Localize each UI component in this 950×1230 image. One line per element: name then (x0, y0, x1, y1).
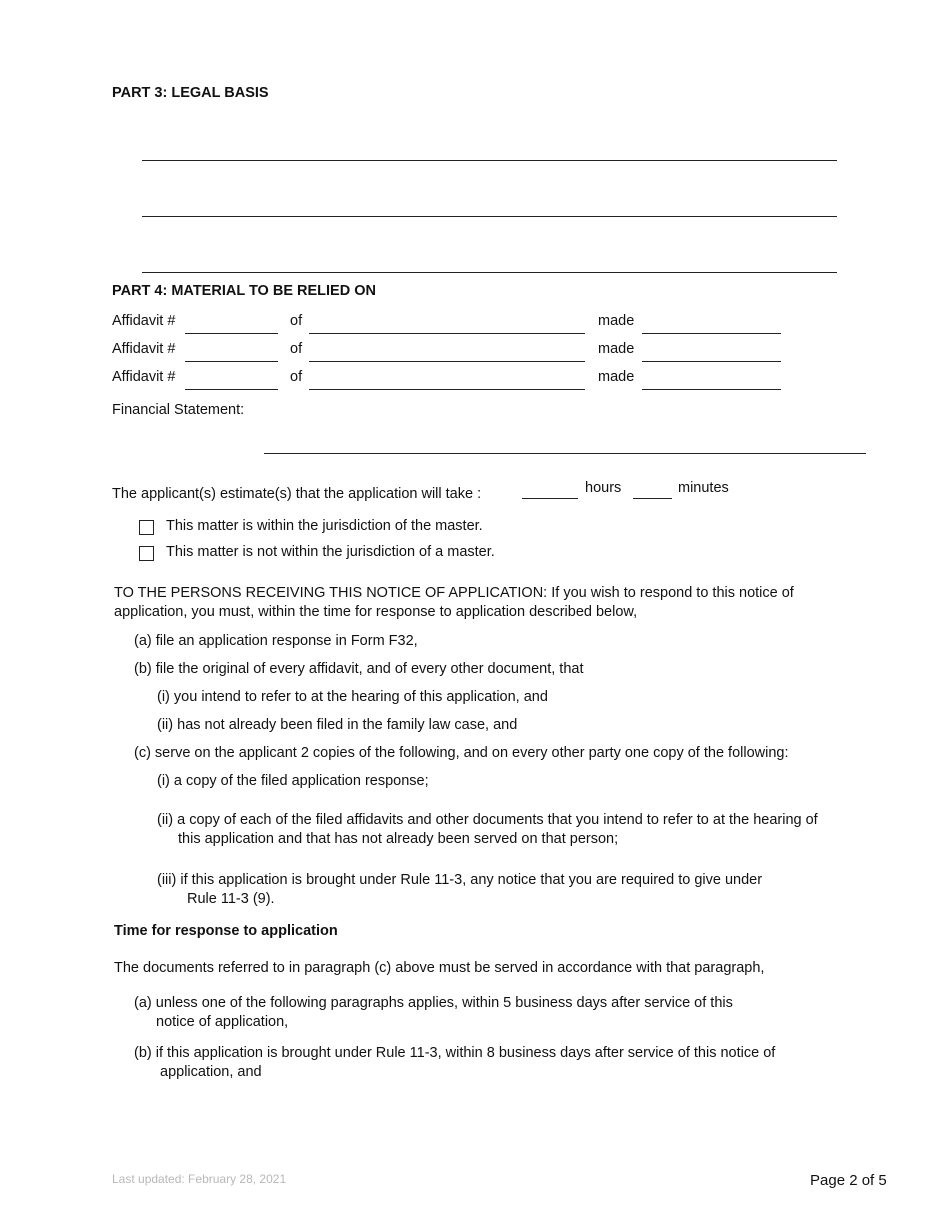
notice-item-b: (b) file the original of every affidavit, and of every other document, that (134, 661, 584, 677)
made-label: made (598, 341, 635, 357)
notice-item-b-ii: (ii) has not already been filed in the family law case, and (157, 717, 518, 733)
notice-item-c-ii-line-1: (ii) a copy of each of the filed affidavits and other documents that you intend to refer to at the hearing of (157, 812, 818, 828)
within-master-label: This matter is within the jurisdiction of the master. (166, 518, 483, 534)
last-updated: Last updated: February 28, 2021 (112, 1172, 287, 1186)
affidavit-of-field[interactable] (309, 361, 585, 362)
notice-item-c-i: (i) a copy of the filed application response; (157, 773, 429, 789)
affidavit-label: Affidavit # (112, 369, 176, 385)
affidavit-of-field[interactable] (309, 333, 585, 334)
not-within-master-label: This matter is not within the jurisdiction of a master. (166, 544, 495, 560)
page-number: Page 2 of 5 (810, 1172, 887, 1189)
affidavit-label: Affidavit # (112, 313, 176, 329)
within-master-checkbox[interactable] (139, 520, 154, 535)
response-time-intro: The documents referred to in paragraph (c) above must be served in accordance with that paragraph, (114, 960, 765, 976)
notice-intro-line-1: TO THE PERSONS RECEIVING THIS NOTICE OF APPLICATION: If you wish to respond to this notice of (114, 585, 794, 601)
notice-item-b-i: (i) you intend to refer to at the hearing of this application, and (157, 689, 548, 705)
affidavit-number-field[interactable] (185, 361, 278, 362)
minutes-label: minutes (678, 480, 729, 496)
affidavit-made-field[interactable] (642, 361, 781, 362)
affidavit-of-field[interactable] (309, 389, 585, 390)
response-item-a-line-2: notice of application, (156, 1014, 289, 1030)
minutes-field[interactable] (633, 498, 672, 499)
made-label: made (598, 313, 635, 329)
notice-item-c-iii-line-2: Rule 11-3 (9). (187, 891, 275, 907)
of-label: of (290, 341, 303, 357)
notice-item-c-ii-line-2: this application and that has not already been served on that person; (178, 831, 619, 847)
hours-label: hours (585, 480, 622, 496)
response-item-b-line-1: (b) if this application is brought under Rule 11-3, within 8 business days after service of this notice of (134, 1045, 776, 1061)
of-label: of (290, 369, 303, 385)
financial-statement-field[interactable] (264, 453, 866, 454)
part4-heading: PART 4: MATERIAL TO BE RELIED ON (112, 283, 376, 299)
legal-basis-line-3[interactable] (142, 272, 837, 273)
notice-item-a: (a) file an application response in Form F32, (134, 633, 418, 649)
affidavit-number-field[interactable] (185, 333, 278, 334)
notice-intro-line-2: application, you must, within the time for response to application described below, (114, 604, 638, 620)
response-item-b-line-2: application, and (160, 1064, 262, 1080)
affidavit-made-field[interactable] (642, 389, 781, 390)
notice-item-c-iii-line-1: (iii) if this application is brought under Rule 11-3, any notice that you are required to give under (157, 872, 763, 888)
estimate-text: The applicant(s) estimate(s) that the application will take : (112, 486, 482, 502)
of-label: of (290, 313, 303, 329)
part3-heading: PART 3: LEGAL BASIS (112, 85, 269, 101)
affidavit-made-field[interactable] (642, 333, 781, 334)
hours-field[interactable] (522, 498, 578, 499)
response-item-a-line-1: (a) unless one of the following paragraphs applies, within 5 business days after service of this (134, 995, 733, 1011)
financial-statement-label: Financial Statement: (112, 402, 245, 418)
notice-item-c: (c) serve on the applicant 2 copies of the following, and on every other party one copy of the following: (134, 745, 789, 761)
affidavit-label: Affidavit # (112, 341, 176, 357)
affidavit-number-field[interactable] (185, 389, 278, 390)
response-time-heading: Time for response to application (114, 923, 338, 939)
made-label: made (598, 369, 635, 385)
legal-basis-line-2[interactable] (142, 216, 837, 217)
not-within-master-checkbox[interactable] (139, 546, 154, 561)
legal-basis-line-1[interactable] (142, 160, 837, 161)
